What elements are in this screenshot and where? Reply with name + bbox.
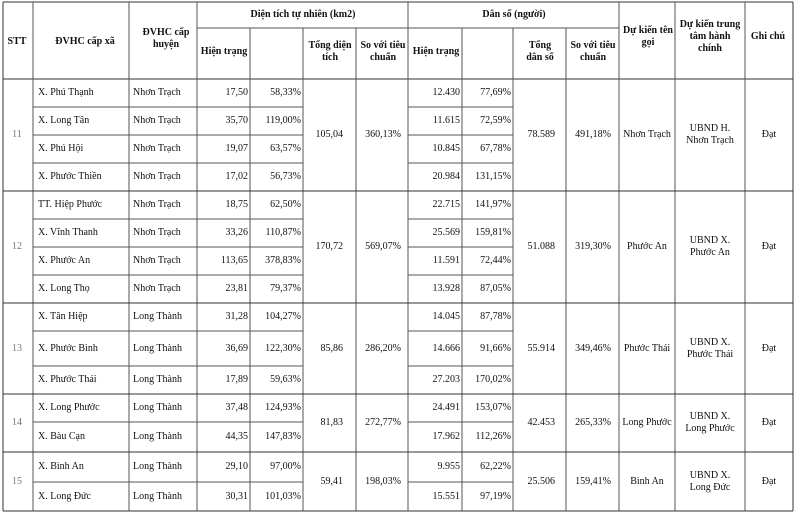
commune-name: TT. Hiệp Phước <box>38 199 103 210</box>
group-proposed-name: Long Phước <box>622 417 672 428</box>
area-current-pct: 378,83% <box>265 255 301 266</box>
area-current: 17,50 <box>225 87 248 98</box>
pop-current: 10.845 <box>432 143 460 154</box>
group-stt: 15 <box>12 475 22 487</box>
area-current: 17,02 <box>225 171 248 182</box>
group-pop-vs-standard: 265,33% <box>575 417 611 428</box>
commune-name: X. Bàu Cạn <box>38 431 85 442</box>
group-proposed-name: Phước Thái <box>623 342 671 354</box>
area-current-pct: 63,57% <box>270 143 301 154</box>
area-current: 31,28 <box>225 311 248 322</box>
group-area-total: 59,41 <box>320 475 343 487</box>
area-current-pct: 79,37% <box>270 283 301 294</box>
commune-name: X. Long Phước <box>38 402 100 413</box>
commune-name: X. Bình An <box>38 461 84 472</box>
group-pop-total: 55.914 <box>527 342 555 354</box>
header-stt: STT <box>7 36 27 47</box>
area-current: 18,75 <box>225 199 248 210</box>
commune-name: X. Phú Thạnh <box>38 87 94 98</box>
pop-current: 27.203 <box>432 374 460 385</box>
pop-current: 11.591 <box>432 255 460 266</box>
area-current-pct: 119,00% <box>265 115 301 126</box>
area-current-pct: 62,50% <box>270 199 301 210</box>
district-name: Nhơn Trạch <box>133 227 181 238</box>
district-name: Nhơn Trạch <box>133 199 181 210</box>
area-current-pct: 59,63% <box>270 374 301 385</box>
pop-current-pct: 87,78% <box>480 311 511 322</box>
area-current: 23,81 <box>225 283 248 294</box>
pop-current-pct: 159,81% <box>475 227 511 238</box>
commune-name: X. Phước Thái <box>38 374 97 385</box>
group-notes: Đạt <box>761 241 777 252</box>
group-pop-total: 78.589 <box>527 129 555 140</box>
area-current: 30,31 <box>225 490 248 502</box>
area-current-pct: 56,73% <box>270 171 301 182</box>
commune-name: X. Vĩnh Thanh <box>38 227 98 238</box>
area-current: 17,89 <box>225 374 248 385</box>
group-stt: 11 <box>12 129 22 140</box>
area-current: 113,65 <box>220 255 248 266</box>
pop-current: 22.715 <box>432 199 460 210</box>
pop-current-pct: 77,69% <box>480 87 511 98</box>
pop-current-pct: 62,22% <box>480 461 511 472</box>
header-pop-vs-standard: So với tiêu chuẩn <box>570 40 616 63</box>
area-current-pct: 101,03% <box>265 490 301 502</box>
pop-current-pct: 72,44% <box>480 255 511 266</box>
group-area-vs-standard: 360,13% <box>365 129 401 140</box>
commune-name: X. Phú Hội <box>38 143 84 154</box>
pop-current-pct: 131,15% <box>475 171 511 182</box>
group-area-vs-standard: 198,03% <box>365 475 401 487</box>
group-notes: Đạt <box>761 417 777 428</box>
pop-current: 17.962 <box>432 431 460 442</box>
group-admin-center: UBND H. Nhơn Trạch <box>686 123 734 146</box>
area-current-pct: 104,27% <box>265 311 301 322</box>
district-name: Nhơn Trạch <box>133 283 181 294</box>
area-current: 35,70 <box>225 115 248 126</box>
area-current: 37,48 <box>225 402 248 413</box>
pop-current-pct: 67,78% <box>480 143 511 154</box>
group-proposed-name: Phước An <box>627 241 667 252</box>
group-notes: Đạt <box>761 129 777 140</box>
header-district: ĐVHC cấp huyện <box>142 27 190 50</box>
group-notes: Đạt <box>761 475 777 487</box>
group-pop-vs-standard: 349,46% <box>575 342 611 354</box>
district-name: Nhơn Trạch <box>133 115 181 126</box>
group-stt: 12 <box>12 241 22 252</box>
header-area-total: Tổng diện tích <box>308 40 352 63</box>
group-area-total: 85,86 <box>320 342 343 354</box>
pop-current-pct: 91,66% <box>480 342 511 354</box>
pop-current-pct: 141,97% <box>475 199 511 210</box>
commune-name: X. Long Thọ <box>38 283 90 294</box>
group-area-total: 81,83 <box>320 417 343 428</box>
area-current-pct: 122,30% <box>265 342 301 354</box>
header-commune: ĐVHC cấp xã <box>55 36 115 47</box>
district-name: Nhơn Trạch <box>133 143 181 154</box>
area-current: 44,35 <box>225 431 248 442</box>
group-pop-total: 51.088 <box>527 241 555 252</box>
district-name: Nhơn Trạch <box>133 171 181 182</box>
group-proposed-name: Nhơn Trạch <box>623 129 671 140</box>
pop-current: 25.569 <box>432 227 460 238</box>
pop-current: 14.045 <box>432 311 460 322</box>
group-area-vs-standard: 569,07% <box>365 241 401 252</box>
header-population: Dân số (người) <box>482 9 546 20</box>
pop-current: 15.551 <box>432 490 460 502</box>
area-current: 36,69 <box>225 342 248 354</box>
commune-name: X. Long Tân <box>38 115 90 126</box>
group-pop-vs-standard: 319,30% <box>575 241 611 252</box>
area-current: 29,10 <box>225 461 248 472</box>
pop-current: 20.984 <box>432 171 460 182</box>
group-admin-center: UBND X. Long Đức <box>689 469 731 493</box>
district-name: Nhơn Trạch <box>133 255 181 266</box>
group-admin-center: UBND X. Phước An <box>689 235 731 258</box>
pop-current: 13.928 <box>432 283 460 294</box>
area-current-pct: 97,00% <box>270 461 301 472</box>
district-name: Long Thành <box>133 374 182 385</box>
district-name: Long Thành <box>133 431 182 442</box>
pop-current-pct: 170,02% <box>475 374 511 385</box>
pop-current-pct: 153,07% <box>475 402 511 413</box>
pop-current: 24.491 <box>432 402 460 413</box>
pop-current-pct: 87,05% <box>480 283 511 294</box>
group-proposed-name: Bình An <box>630 475 664 487</box>
group-area-total: 170,72 <box>315 241 343 252</box>
district-name: Long Thành <box>133 311 182 322</box>
area-current: 19,07 <box>225 143 248 154</box>
pop-current-pct: 72,59% <box>480 115 511 126</box>
district-name: Nhơn Trạch <box>133 87 181 98</box>
group-notes: Đạt <box>761 342 777 354</box>
pop-current-pct: 97,19% <box>480 490 511 502</box>
area-current-pct: 110,87% <box>265 227 301 238</box>
header-area: Diện tích tự nhiên (km2) <box>250 9 356 20</box>
header-proposed-name: Dự kiến tên gọi <box>623 25 673 48</box>
commune-name: X. Long Đức <box>38 490 91 502</box>
commune-name: X. Tân Hiệp <box>38 311 88 322</box>
header-pop-total: Tổng dân số <box>526 40 554 63</box>
group-area-vs-standard: 272,77% <box>365 417 401 428</box>
header-area-vs-standard: So với tiêu chuẩn <box>360 40 406 63</box>
pop-current: 12.430 <box>432 87 460 98</box>
area-current-pct: 124,93% <box>265 402 301 413</box>
area-current-pct: 58,33% <box>270 87 301 98</box>
group-pop-total: 42.453 <box>527 417 555 428</box>
group-pop-vs-standard: 159,41% <box>575 475 611 487</box>
pop-current: 14.666 <box>432 342 460 354</box>
group-pop-vs-standard: 491,18% <box>575 129 611 140</box>
district-name: Long Thành <box>133 490 182 502</box>
header-pop-current: Hiện trạng <box>412 46 460 57</box>
district-name: Long Thành <box>133 461 182 472</box>
header-notes: Ghi chú <box>750 31 786 42</box>
commune-name: X. Phước An <box>38 255 91 266</box>
district-name: Long Thành <box>133 342 182 354</box>
district-name: Long Thành <box>133 402 182 413</box>
group-admin-center: UBND X. Phước Thái <box>686 336 734 360</box>
group-stt: 14 <box>12 417 22 428</box>
area-current-pct: 147,83% <box>265 431 301 442</box>
pop-current: 11.615 <box>432 115 460 126</box>
pop-current: 9.955 <box>437 461 460 472</box>
area-current: 33,26 <box>225 227 248 238</box>
group-pop-total: 25.506 <box>527 475 555 487</box>
header-admin-center: Dự kiến trung tâm hành chính <box>679 19 741 54</box>
pop-current-pct: 112,26% <box>475 431 511 442</box>
commune-name: X. Phước Thiền <box>38 171 102 182</box>
group-area-vs-standard: 286,20% <box>365 342 401 354</box>
commune-name: X. Phước Bình <box>38 342 98 354</box>
header-area-current: Hiện trạng <box>200 46 248 57</box>
group-admin-center: UBND X. Long Phước <box>685 411 735 434</box>
group-area-total: 105,04 <box>315 129 343 140</box>
group-stt: 13 <box>12 342 22 354</box>
